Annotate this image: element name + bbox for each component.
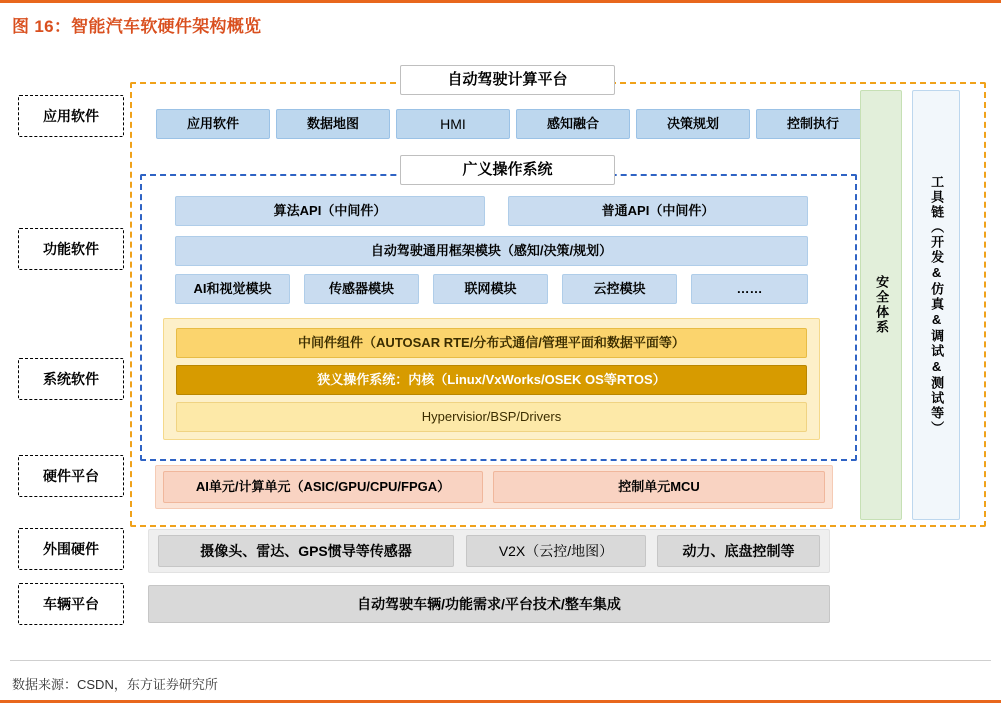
header-general-os: 广义操作系统 bbox=[400, 155, 615, 185]
vehicle-platform-box: 自动驾驶车辆/功能需求/平台技术/整车集成 bbox=[148, 585, 830, 623]
api-box-general: 普通API（中间件） bbox=[508, 196, 808, 226]
peripheral-box-1: V2X（云控/地图） bbox=[466, 535, 646, 567]
category-label: 外围硬件 bbox=[43, 541, 99, 557]
app-box-5: 控制执行 bbox=[756, 109, 870, 139]
hw-box-mcu: 控制单元MCU bbox=[493, 471, 825, 503]
category-label: 功能软件 bbox=[43, 241, 99, 257]
app-box-4: 决策规划 bbox=[636, 109, 750, 139]
hw-box-ai-unit: AI单元/计算单元（ASIC/GPU/CPU/FPGA） bbox=[163, 471, 483, 503]
app-box-1: 数据地图 bbox=[276, 109, 390, 139]
category-peripheral-hardware bbox=[18, 528, 124, 570]
category-label: 系统软件 bbox=[43, 371, 99, 387]
category-label: 应用软件 bbox=[43, 108, 99, 124]
safety-system-label: 安全体系 bbox=[874, 275, 890, 335]
middleware-box: 中间件组件（AUTOSAR RTE/分布式通信/管理平面和数据平面等） bbox=[176, 328, 807, 358]
category-functional-software bbox=[18, 228, 124, 270]
header-compute-platform: 自动驾驶计算平台 bbox=[400, 65, 615, 95]
safety-system-column bbox=[860, 90, 902, 520]
app-box-0: 应用软件 bbox=[156, 109, 270, 139]
toolchain-label: 工具链（开发&仿真&调试&测试等） bbox=[929, 174, 945, 436]
page-title: 图 16：智能汽车软硬件架构概览 bbox=[12, 17, 262, 36]
source-note: 数据来源：CSDN，东方证券研究所 bbox=[12, 677, 218, 692]
peripheral-box-2: 动力、底盘控制等 bbox=[657, 535, 820, 567]
framework-module-box: 自动驾驶通用框架模块（感知/决策/规划） bbox=[175, 236, 808, 266]
api-box-algorithm: 算法API（中间件） bbox=[175, 196, 485, 226]
toolchain-column bbox=[912, 90, 960, 520]
module-box-2: 联网模块 bbox=[433, 274, 548, 304]
kernel-os-box: 狭义操作系统：内核（Linux/VxWorks/OSEK OS等RTOS） bbox=[176, 365, 807, 395]
footer-divider bbox=[10, 660, 991, 661]
top-accent-rule bbox=[0, 0, 1001, 3]
app-box-3: 感知融合 bbox=[516, 109, 630, 139]
module-box-1: 传感器模块 bbox=[304, 274, 419, 304]
category-label: 车辆平台 bbox=[43, 596, 99, 612]
module-box-4: …… bbox=[691, 274, 808, 304]
hypervisor-box: Hypervisior/BSP/Drivers bbox=[176, 402, 807, 432]
module-box-3: 云控模块 bbox=[562, 274, 677, 304]
category-application-software bbox=[18, 95, 124, 137]
category-system-software bbox=[18, 358, 124, 400]
peripheral-box-0: 摄像头、雷达、GPS惯导等传感器 bbox=[158, 535, 454, 567]
category-hardware-platform bbox=[18, 455, 124, 497]
module-box-0: AI和视觉模块 bbox=[175, 274, 290, 304]
category-label: 硬件平台 bbox=[43, 468, 99, 484]
app-box-2: HMI bbox=[396, 109, 510, 139]
category-vehicle-platform bbox=[18, 583, 124, 625]
